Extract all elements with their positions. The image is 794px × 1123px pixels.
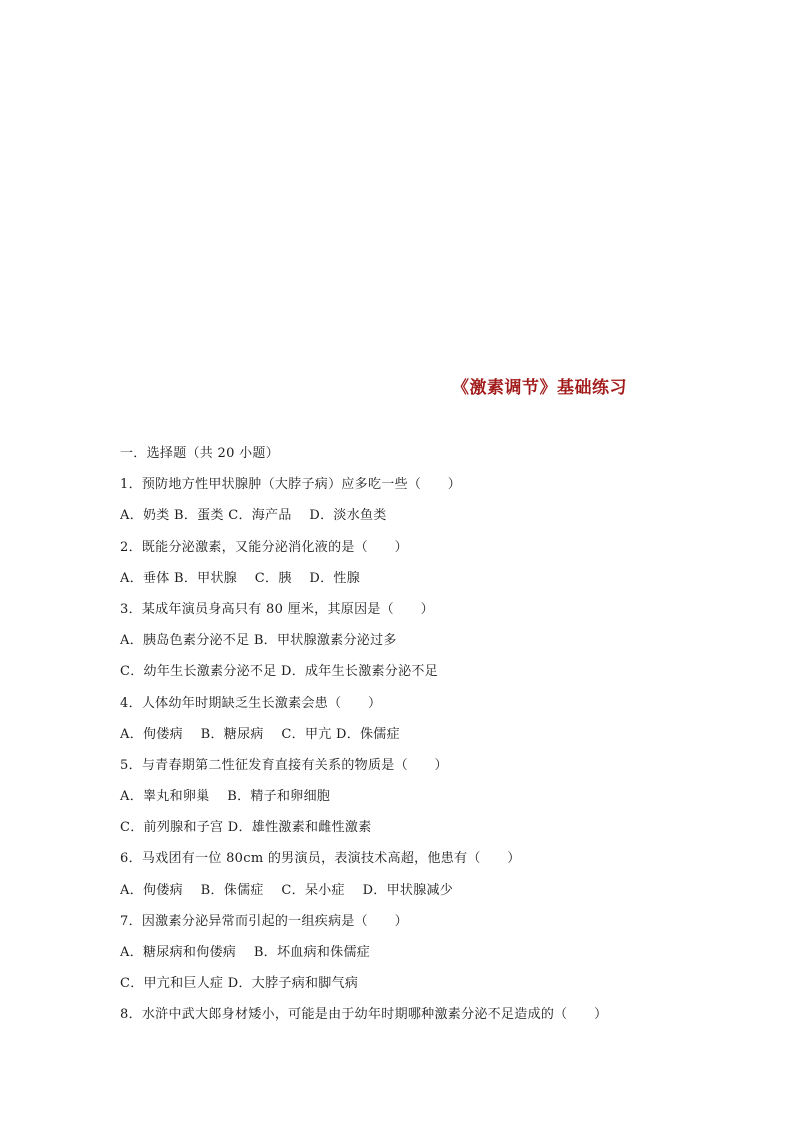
question-stem: 6．马戏团有一位 80cm 的男演员，表演技术高超，他患有（ ） — [120, 851, 521, 867]
question-stem: 7．因激素分泌异常而引起的一组疾病是（ ） — [120, 913, 408, 929]
question-stem: 5．与青春期第二性征发育直接有关系的物质是（ ） — [120, 757, 448, 773]
question-options: A．垂体 B．甲状腺 C．胰 D．性腺 — [120, 570, 361, 586]
question-options: A．睾丸和卵巢 B．精子和卵细胞 — [120, 789, 331, 805]
question-options: C．幼年生长激素分泌不足 D．成年生长激素分泌不足 — [120, 664, 439, 680]
document-title: 《激素调节》基础练习 — [452, 378, 627, 398]
question-options: A．佝偻病 B．糖尿病 C．甲亢 D．侏儒症 — [120, 726, 400, 742]
question-list — [120, 444, 680, 1037]
section-heading: 一．选择题（共 20 小题） — [120, 446, 280, 461]
question-options: A．糖尿病和佝偻病 B．坏血病和侏儒症 — [120, 945, 371, 960]
question-options: A．胰岛色素分泌不足 B．甲状腺激素分泌过多 — [120, 633, 397, 649]
question-stem: 3．某成年演员身高只有 80 厘米，其原因是（ ） — [120, 601, 434, 617]
question-stem: 4．人体幼年时期缺乏生长激素会患（ ） — [120, 695, 382, 711]
question-options: A．奶类 B．蛋类 C．海产品 D．淡水鱼类 — [120, 508, 387, 524]
question-options: C．甲亢和巨人症 D．大脖子病和脚气病 — [120, 976, 359, 992]
question-stem: 1．预防地方性甲状腺肿（大脖子病）应多吃一些（ ） — [120, 477, 462, 493]
question-stem: 8．水浒中武大郎身材矮小，可能是由于幼年时期哪种激素分泌不足造成的（ ） — [120, 1007, 608, 1023]
question-options: C．前列腺和子宫 D．雄性激素和雌性激素 — [120, 820, 372, 836]
question-options: A．佝偻病 B．侏儒症 C．呆小症 D．甲状腺减少 — [120, 882, 454, 898]
question-stem: 2．既能分泌激素，又能分泌消化液的是（ ） — [120, 539, 408, 555]
